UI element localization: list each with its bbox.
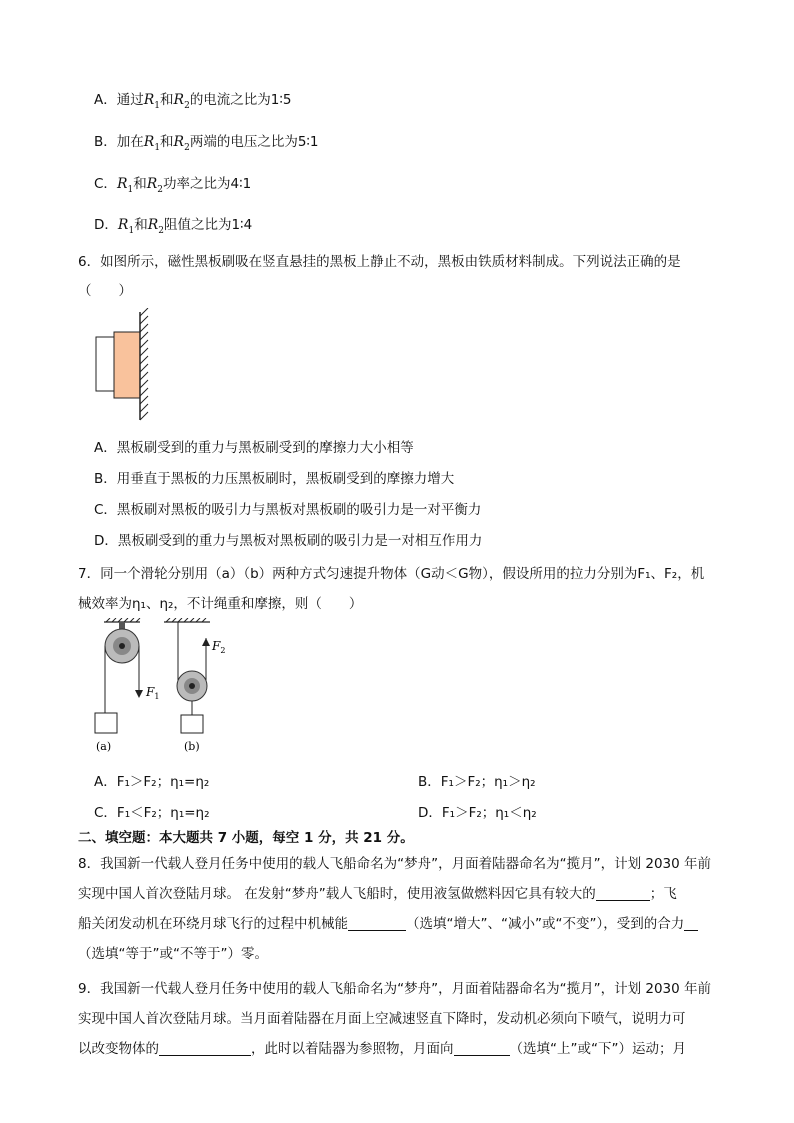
r2-symbol: $R_2$ — [146, 176, 163, 195]
q9-line3 — [78, 1037, 686, 1057]
option-text: 和 — [160, 134, 174, 150]
q6-answer-paren: （ ） — [78, 283, 132, 299]
q7-option-a[interactable]: A．F₁＞F₂；η₁=η₂ — [94, 774, 210, 790]
option-text: B．加在 — [94, 134, 144, 150]
q8-text: ；飞 — [649, 886, 677, 902]
q8-blank-2[interactable] — [348, 916, 406, 931]
q7-option-b[interactable]: B．F₁＞F₂；η₁＞η₂ — [418, 774, 536, 790]
r1-symbol: $R_1$ — [116, 176, 134, 195]
r1-symbol: $R_1$ — [143, 134, 161, 153]
r2-symbol: $R_2$ — [147, 217, 164, 236]
pulley-figure — [88, 618, 248, 758]
q8-line3 — [78, 912, 698, 932]
q8-blank-3[interactable] — [684, 916, 698, 931]
q8-blank-1[interactable] — [596, 886, 650, 901]
q8-text: 实现中国人首次登陆月球。 在发射“梦舟”载人飞船时，使用液氢做燃料因它具有较大的 — [78, 886, 596, 902]
q8-line1: 8．我国新一代载人登月任务中使用的载人飞船命名为“梦舟”，月面着陆器命名为“揽月”，计划 2030 年前 — [78, 856, 712, 872]
q5-option-d[interactable] — [94, 213, 252, 236]
r1-symbol: $R_1$ — [143, 92, 161, 111]
option-text: C． — [94, 176, 117, 192]
option-text: 的电流之比为1∶5 — [189, 92, 292, 108]
q8-text: 船关闭发动机在环绕月球飞行的过程中机械能 — [78, 916, 348, 932]
pulley-b — [164, 618, 225, 753]
brush-body — [114, 332, 140, 398]
option-text: D． — [94, 217, 118, 233]
label-b: (b) — [184, 740, 200, 753]
q8-line2 — [78, 882, 677, 902]
pulley-a — [95, 618, 159, 753]
force-f2-label: $F_2$ — [212, 639, 226, 655]
option-text: 功率之比为4∶1 — [163, 176, 252, 192]
r2-symbol: $R_2$ — [173, 92, 190, 111]
q9-blank-2[interactable] — [454, 1041, 510, 1056]
q6-option-a[interactable]: A．黑板刷受到的重力与黑板刷受到的摩擦力大小相等 — [94, 440, 414, 456]
q9-text: 以改变物体的 — [78, 1041, 159, 1057]
q5-option-a[interactable] — [94, 88, 292, 111]
wall-hatching — [140, 308, 148, 420]
r2-symbol: $R_2$ — [173, 134, 190, 153]
q5-option-c[interactable] — [94, 172, 251, 195]
q9-line2: 实现中国人首次登陆月球。当月面着陆器在月面上空减速竖直下降时，发动机必须向下喷气，说明力可 — [78, 1011, 686, 1027]
option-text: 两端的电压之比为5∶1 — [189, 134, 319, 150]
blackboard-brush-figure — [90, 308, 160, 424]
q8-text: （选填“增大”、“减小”或“不变”），受到的合力 — [406, 916, 685, 932]
q7-option-c[interactable]: C．F₁＜F₂；η₁=η₂ — [94, 805, 210, 821]
section-heading: 二、填空题：本大题共 7 小题，每空 1 分，共 21 分。 — [78, 830, 414, 846]
q9-blank-1[interactable] — [159, 1041, 251, 1056]
label-a: (a) — [96, 740, 112, 753]
q9-text: ，此时以着陆器为参照物，月面向 — [251, 1041, 454, 1057]
q5-option-b[interactable] — [94, 130, 319, 153]
q9-text: （选填“上”或“下”）运动；月 — [509, 1041, 686, 1057]
q8-line4: （选填“等于”或“不等于”）零。 — [78, 946, 268, 962]
q9-line1: 9．我国新一代载人登月任务中使用的载人飞船命名为“梦舟”，月面着陆器命名为“揽月”，计划 2030 年前 — [78, 981, 712, 997]
option-text: 和 — [160, 92, 174, 108]
q7-stem-line2: 械效率为η₁、η₂，不计绳重和摩擦，则（ ） — [78, 596, 363, 612]
r1-symbol: $R_1$ — [117, 217, 135, 236]
brush-handle — [96, 337, 114, 391]
option-text: 和 — [134, 217, 148, 233]
q6-option-d[interactable]: D．黑板刷受到的重力与黑板对黑板刷的吸引力是一对相互作用力 — [94, 533, 483, 549]
q6-stem: 6．如图所示，磁性黑板刷吸在竖直悬挂的黑板上静止不动，黑板由铁质材料制成。下列说法正确的是 — [78, 254, 681, 270]
option-text: 和 — [133, 176, 147, 192]
q7-option-d[interactable]: D．F₁＞F₂；η₁＜η₂ — [418, 805, 537, 821]
force-f1-label: $F_1$ — [146, 685, 160, 701]
q6-option-c[interactable]: C．黑板刷对黑板的吸引力与黑板对黑板刷的吸引力是一对平衡力 — [94, 502, 482, 518]
option-text: 阻值之比为1∶4 — [163, 217, 253, 233]
q7-stem-line1: 7．同一个滑轮分别用（a）（b）两种方式匀速提升物体（G动＜G物），假设所用的拉力分别为F₁、F₂，机 — [78, 566, 705, 582]
option-text: A．通过 — [94, 92, 144, 108]
q6-option-b[interactable]: B．用垂直于黑板的力压黑板刷时，黑板刷受到的摩擦力增大 — [94, 471, 455, 487]
